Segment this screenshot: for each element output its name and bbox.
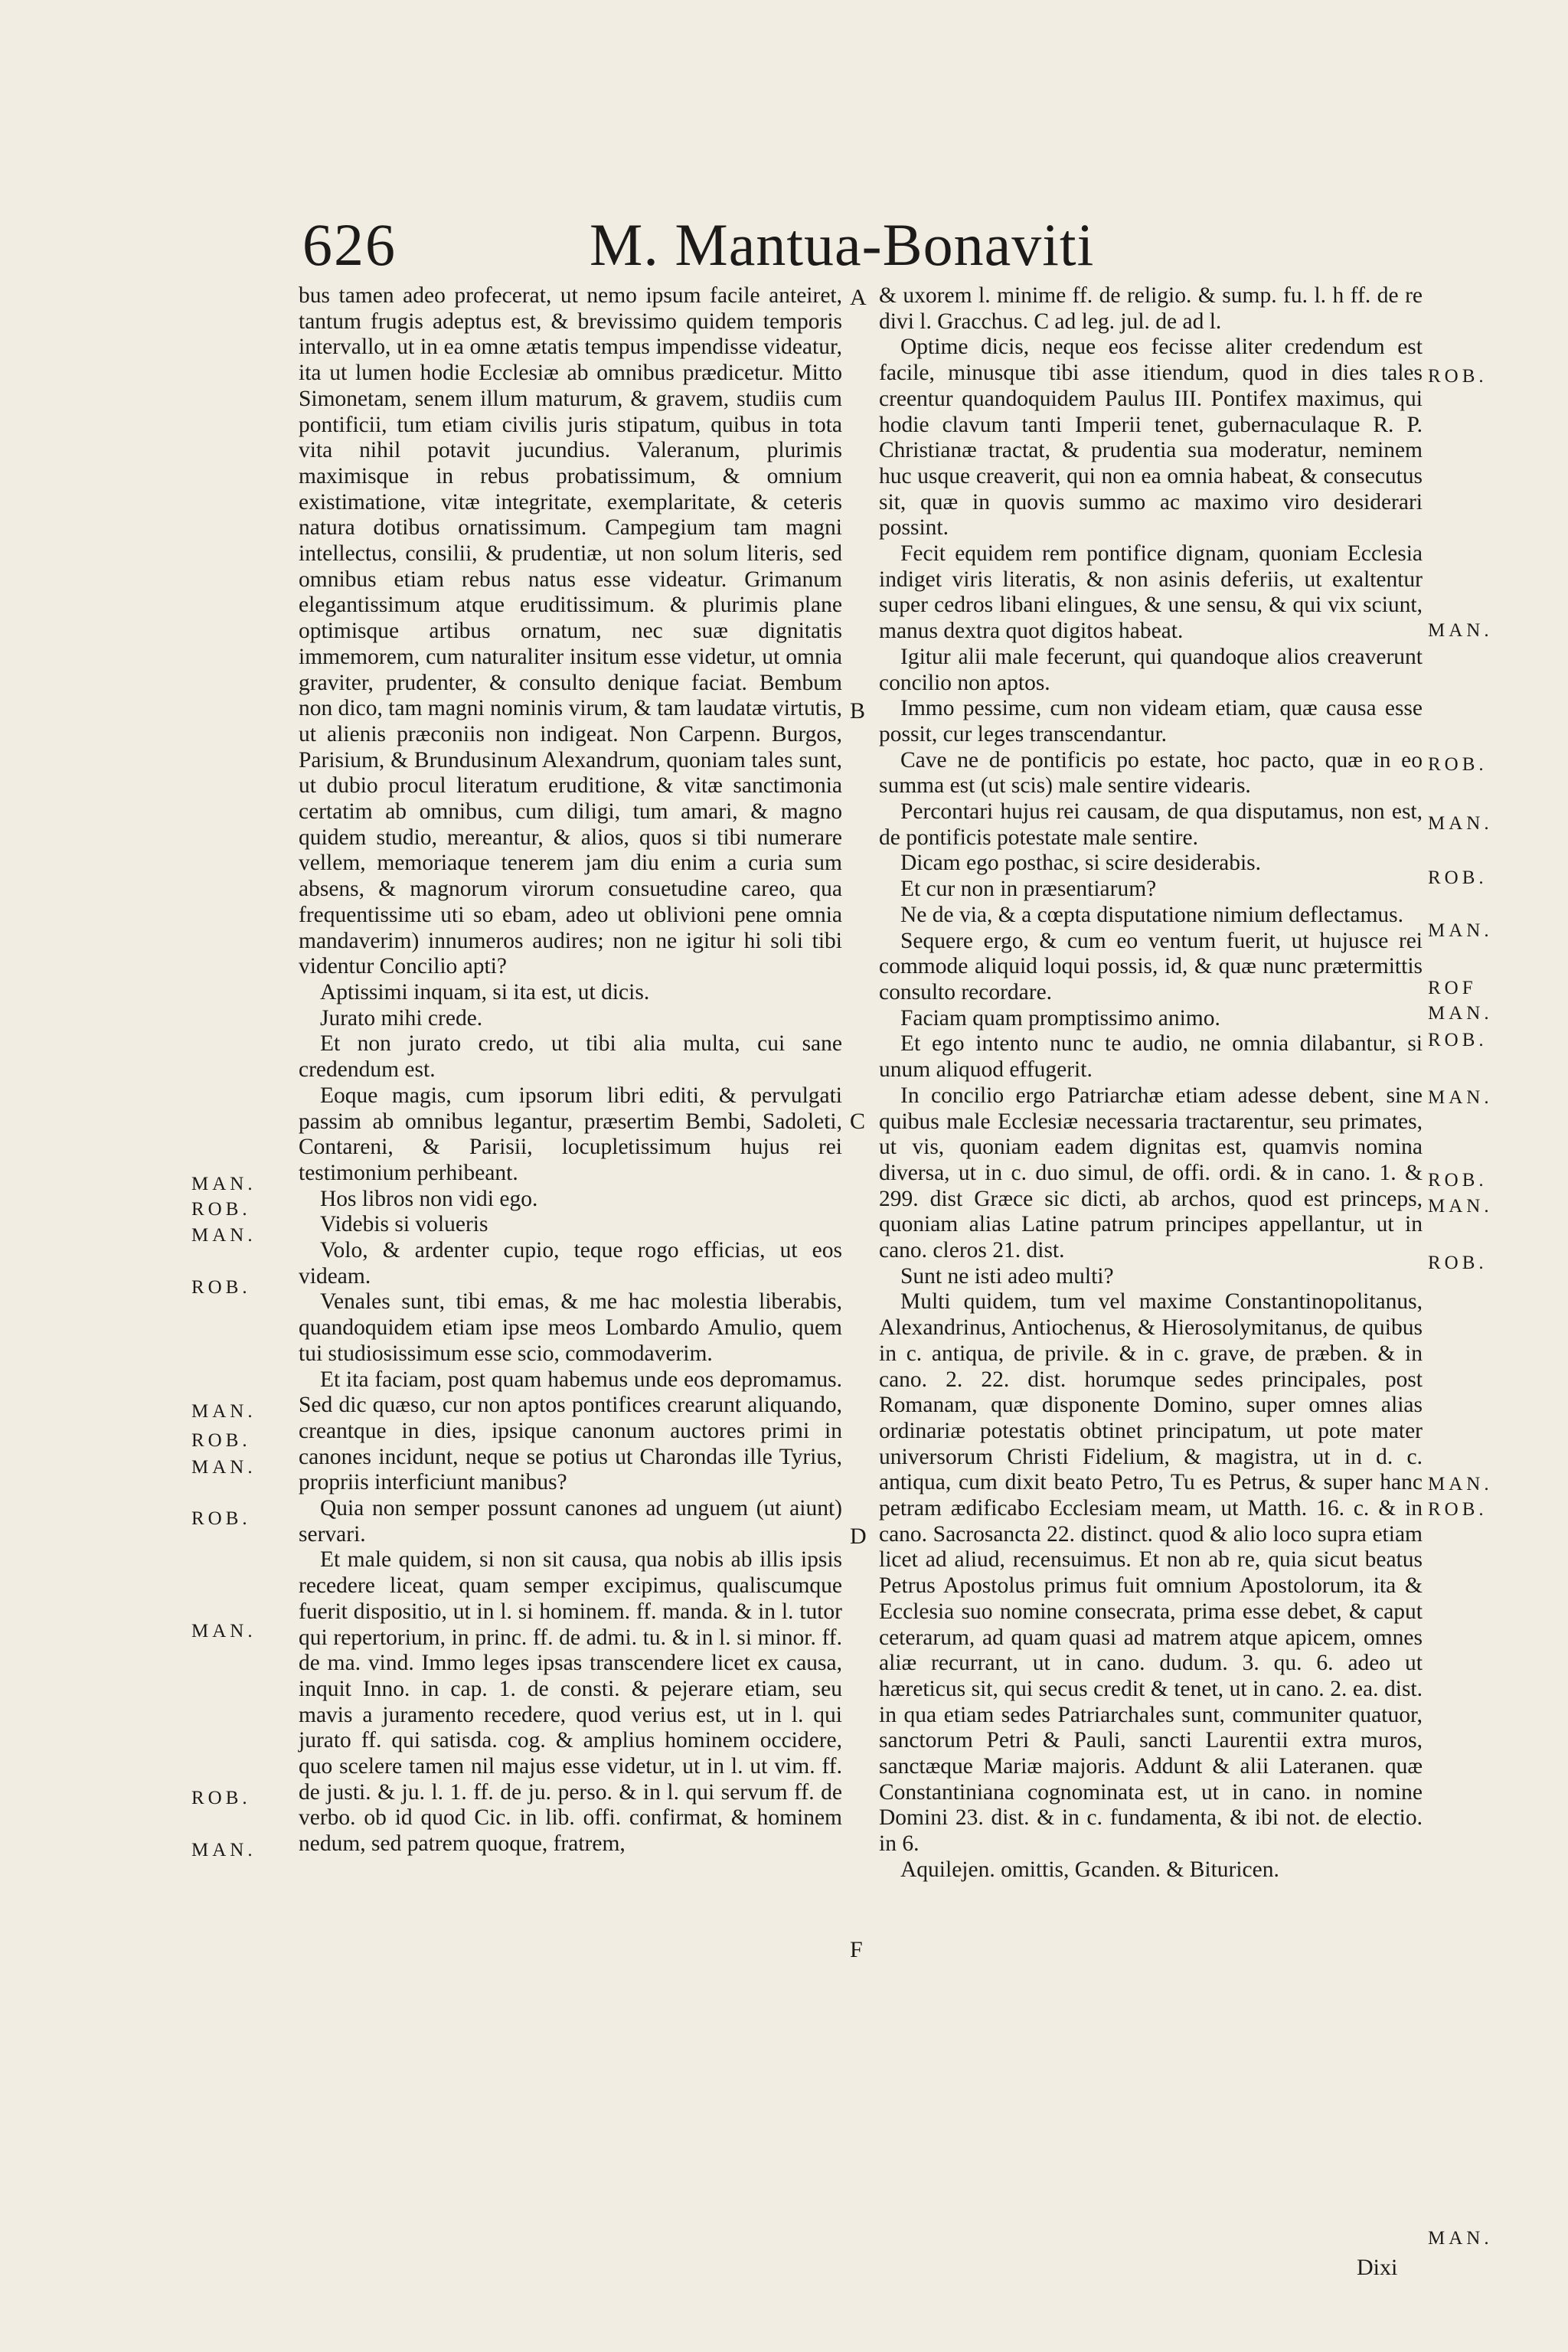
left-column (299, 283, 842, 1857)
right-paragraph-11: Sequere ergo, & cum eo ventum fuerit, ut hujusce rei commode aliquid loqui possis, id, & quæ nunc prætermittis consulto recordare. (879, 928, 1423, 1004)
right-speaker-5: ROB. (1428, 867, 1488, 888)
right-paragraph-13: Et ego intento nunc te audio, ne omnia dilabantur, si unum aliquod effugerit. (879, 1031, 1423, 1083)
right-paragraph-7: Percontari hujus rei causam, de qua disputamus, non est, de pontificis potestate male sentire. (879, 799, 1423, 850)
left-speaker-3: MAN. (191, 1225, 256, 1246)
left-paragraph-12: Et male quidem, si non sit causa, qua nobis ab illis ipsis recedere liceat, quam semper excipimus, qualiscumque fuerit dispositio, ut in l. si hominem. ff. manda. & in l. tutor qui repertorium, in princ. ff. de admi. tu. & in l. si minor. ff. de ma. vind. Immo leges ipsas transcendere licet ex causa, inquit Inno. in cap. 1. de consti. & pejerare etiam, seu mavis a juramento recedere, quod verius est, ut in l. qui jurato ff. qui satisda. cog. & amplius hominem occidere, quo scelere tamen nil majus esse videtur, ut in l. ut vim. ff. de justi. & ju. l. 1. ff. de ju. perso. & in l. qui servum ff. de verbo. ob id quod Cic. in lib. offi. confirmat, & hominem nedum, sed patrem quoque, fratrem, (299, 1547, 842, 1857)
right-paragraph-15: Sunt ne isti adeo multi? (900, 1263, 1114, 1289)
left-paragraph-4: Et non jurato credo, ut tibi alia multa, cui sane credendum est. (299, 1031, 842, 1083)
right-paragraph-1: & uxorem l. minime ff. de religio. & sump. fu. l. h ff. de re divi l. Gracchus. C ad leg. jul. de ad l. (879, 283, 1423, 334)
right-speaker-14: MAN. (1428, 1474, 1493, 1494)
right-speaker-11: ROB. (1428, 1170, 1488, 1191)
right-speaker-1: ROB. (1428, 366, 1488, 387)
right-paragraph-6: Cave ne de pontificis po estate, hoc pacto, quæ in eo summa est (ut scis) male sentire videaris. (879, 747, 1423, 799)
right-paragraph-9: Et cur non in præsentiarum? (900, 877, 1157, 902)
page-number: 626 (302, 211, 397, 278)
left-speaker-9: MAN. (191, 1621, 256, 1642)
running-head: M. Mantua-Bonaviti (590, 211, 1095, 278)
section-letter-c: C (850, 1109, 866, 1134)
section-letter-b: B (850, 698, 866, 724)
section-letter-d: D (850, 1524, 867, 1549)
right-paragraph-2: Optime dicis, neque eos fecisse aliter credendum est facile, minusque tibi asse itiendum, quod in dies tales creentur quandoquidem Paulus III. Pontifex maximus, qui hodie clavum tanti Imperii tenet, gubernaculaque R. P. Christianæ tractat, & prudentia sua moderatur, neminem huc usque creaverit, qui non ea omnia habeat, & consecutus sit, quæ in quovis summo ac maximo viro desiderari possint. (879, 335, 1423, 541)
right-speaker-2: MAN. (1428, 620, 1493, 641)
left-paragraph-11: Quia non semper possunt canones ad unguem (ut aiunt) servari. (299, 1496, 842, 1547)
right-paragraph-8: Dicam ego posthac, si scire desiderabis. (900, 851, 1262, 876)
right-paragraph-12: Faciam quam promptissimo animo. (900, 1005, 1220, 1031)
right-paragraph-3: Fecit equidem rem pontifice dignam, quoniam Ecclesia indiget viris literatis, & non asinis deferiis, ut exaltentur super cedros libani elingues, & une sensu, & qui vix sciunt, manus dextra quot digitos habeat. (879, 541, 1423, 644)
left-paragraph-8: Volo, & ardenter cupio, teque rogo efficias, ut eos videam. (299, 1238, 842, 1289)
right-speaker-15: ROB. (1428, 1499, 1488, 1520)
right-speaker-12: MAN. (1428, 1196, 1493, 1217)
right-speaker-13: ROB. (1428, 1253, 1488, 1273)
right-paragraph-14: In concilio ergo Patriarchæ etiam adesse debent, sine quibus male Ecclesiæ necessaria tractarentur, seu primates, ut vis, quoniam eadem dignitas est, quamvis nomina diversa, ut in c. duo simul, de offi. ordi. & in cano. 1. & 299. dist Græce sic dicti, ab archos, quod est princeps, quoniam alias Latine patrum principes appellantur, ut in cano. cleros 21. dist. (879, 1083, 1423, 1263)
section-letter-a: A (850, 285, 867, 310)
left-paragraph-10: Et ita faciam, post quam habemus unde eos depromamus. Sed dic quæso, cur non aptos pontifices crearunt aliquando, creantque in dies, ipsique canonum auctores primi in canones incidunt, neque se potius ut Charondas ille Tyrius, propriis interficiunt manibus? (299, 1367, 842, 1495)
left-speaker-6: ROB. (191, 1430, 251, 1451)
left-paragraph-1: bus tamen adeo profecerat, ut nemo ipsum facile anteiret, tantum frugis adeptus est, & brevissimo quidem temporis intervallo, ut in ea omne ætatis tempus impendisse videatur, ita ut lumen hodie Ecclesiæ ab omnibus prædicetur. Mitto Simonetam, senem illum maturum, & gravem, studiis cum pontificii, tum etiam civilis juris stipatum, quibus in tota vita nihil potavit jucundius. Valeranum, plurimis maximisque in rebus probatissimum, & omnium existimatione, vitæ integritate, exemplaritate, & ceteris natura dotibus ornatissimum. Campegium tam magni intellectus, consilii, & prudentiæ, ut non solum literis, sed omnibus etiam rebus natus esse videatur. Grimanum elegantissimum atque eruditissimum. & plurimis plane optimisque artibus ornatum, nec suæ dignitatis immemorem, cum naturaliter insitum esse videtur, ut omnia graviter, prudenter, & consulto denique faciat. Bembum non dico, tam magni nominis virum, & tam laudatæ virtutis, ut alienis præconiis non indigeat. Non Carpenn. Burgos, Parisium, & Brundusinum Alexandrum, quoniam tales sunt, ut dubio procul literatum eruditione, & vitæ sanctimonia certatim ab omnibus, cum diligi, tum amari, & magno quidem studio, mereantur, & alios, quos si tibi numerare vellem, memoriaque tenerem jam diu enim a curia sum absens, & magnorum virorum consuetudine careo, qua frequentissime uti so ebam, adeo ut oblivioni pene omnia mandaverim) innumeros audires; non ne igitur hi soli tibi videntur Concilio apti? (299, 283, 842, 979)
right-speaker-8: MAN. (1428, 1003, 1493, 1024)
left-speaker-8: ROB. (191, 1508, 251, 1529)
right-speaker-9: ROB. (1428, 1030, 1488, 1050)
left-paragraph-2: Aptissimi inquam, si ita est, ut dicis. (320, 979, 650, 1004)
left-paragraph-3: Jurato mihi crede. (320, 1005, 483, 1031)
catchword: Dixi (1357, 2255, 1398, 2280)
right-speaker-7: ROF (1428, 978, 1477, 998)
right-paragraph-10: Ne de via, & a cœpta disputatione nimium deflectamus. (900, 902, 1404, 927)
left-paragraph-5: Eoque magis, cum ipsorum libri editi, & pervulgati passim ab omnibus legantur, præsertim Bembi, Sadoleti, Contareni, & Parisii, locupletissimum hujus rei testimonium perhibeant. (299, 1083, 842, 1185)
right-speaker-10: MAN. (1428, 1087, 1493, 1108)
left-speaker-4: ROB. (191, 1277, 251, 1298)
left-speaker-11: MAN. (191, 1840, 256, 1860)
left-speaker-2: ROB. (191, 1199, 251, 1220)
left-speaker-5: MAN. (191, 1401, 256, 1422)
section-letter-f: F (850, 1937, 863, 1962)
right-paragraph-4: Igitur alii male fecerunt, qui quandoque alios creaverunt concilio non aptos. (879, 644, 1423, 695)
left-paragraph-6: Hos libros non vidi ego. (320, 1186, 538, 1211)
right-paragraph-17: Aquilejen. omittis, Gcanden. & Bituricen. (900, 1857, 1279, 1882)
right-speaker-6: MAN. (1428, 920, 1493, 941)
right-speaker-4: MAN. (1428, 813, 1493, 834)
right-column (879, 283, 1423, 1883)
right-paragraph-16: Multi quidem, tum vel maxime Constantinopolitanus, Alexandrinus, Antiochenus, & Hierosolymitanus, de quibus in c. antiqua, de privile. & in c. grave, de præben. & in cano. 2. 22. dist. horumque sedes principales, post Romanam, quæ disponente Domino, super omnes alias ordinariæ potestatis obtinet principatum, ut pote mater universorum Christi Fidelium, & magistra, ut in d. c. antiqua, cum dixit beato Petro, Tu es Petrus, & super hanc petram ædificabo Ecclesiam meam, ut Matth. 16. c. & in cano. Sacrosancta 22. distinct. quod & alio loco supra etiam licet ad aliud, recensuimus. Et non ab re, quia sicut beatus Petrus Apostolus primus fuit omnium Apostolorum, ita & Ecclesia suo nomine consecrata, prima esse debet, & caput ceterarum, ad quam quasi ad matrem atque apicem, omnes aliæ recurrant, ut in cano. dudum. 3. qu. 6. adeo ut hæreticus sit, qui secus credit & tenet, ut in cano. 2. ea. dist. in qua etiam sedes Patriarchales sunt, communiter quatuor, sanctorum Petri & Pauli, sancti Laurentii extra muros, sanctæque Mariæ majoris. Addunt & alii Lateranen. quæ Constantiniana cognominata est, ut in cano. in nomine Domini 23. dist. & in c. fundamenta, & ibi not. de electio. in 6. (879, 1289, 1423, 1857)
left-paragraph-7: Videbis si volueris (320, 1212, 488, 1237)
left-speaker-10: ROB. (191, 1788, 251, 1808)
right-speaker-16: MAN. (1428, 2228, 1493, 2249)
right-speaker-3: ROB. (1428, 754, 1488, 775)
right-paragraph-5: Immo pessime, cum non videam etiam, quæ causa esse possit, cur leges transcendantur. (879, 696, 1423, 746)
left-paragraph-9: Venales sunt, tibi emas, & me hac molestia liberabis, quandoquidem etiam ipse meos Lombardo Amulio, quem tui studiosissimum esse scio, commodaverim. (299, 1289, 842, 1366)
left-speaker-1: MAN. (191, 1174, 256, 1194)
left-speaker-7: MAN. (191, 1457, 256, 1478)
